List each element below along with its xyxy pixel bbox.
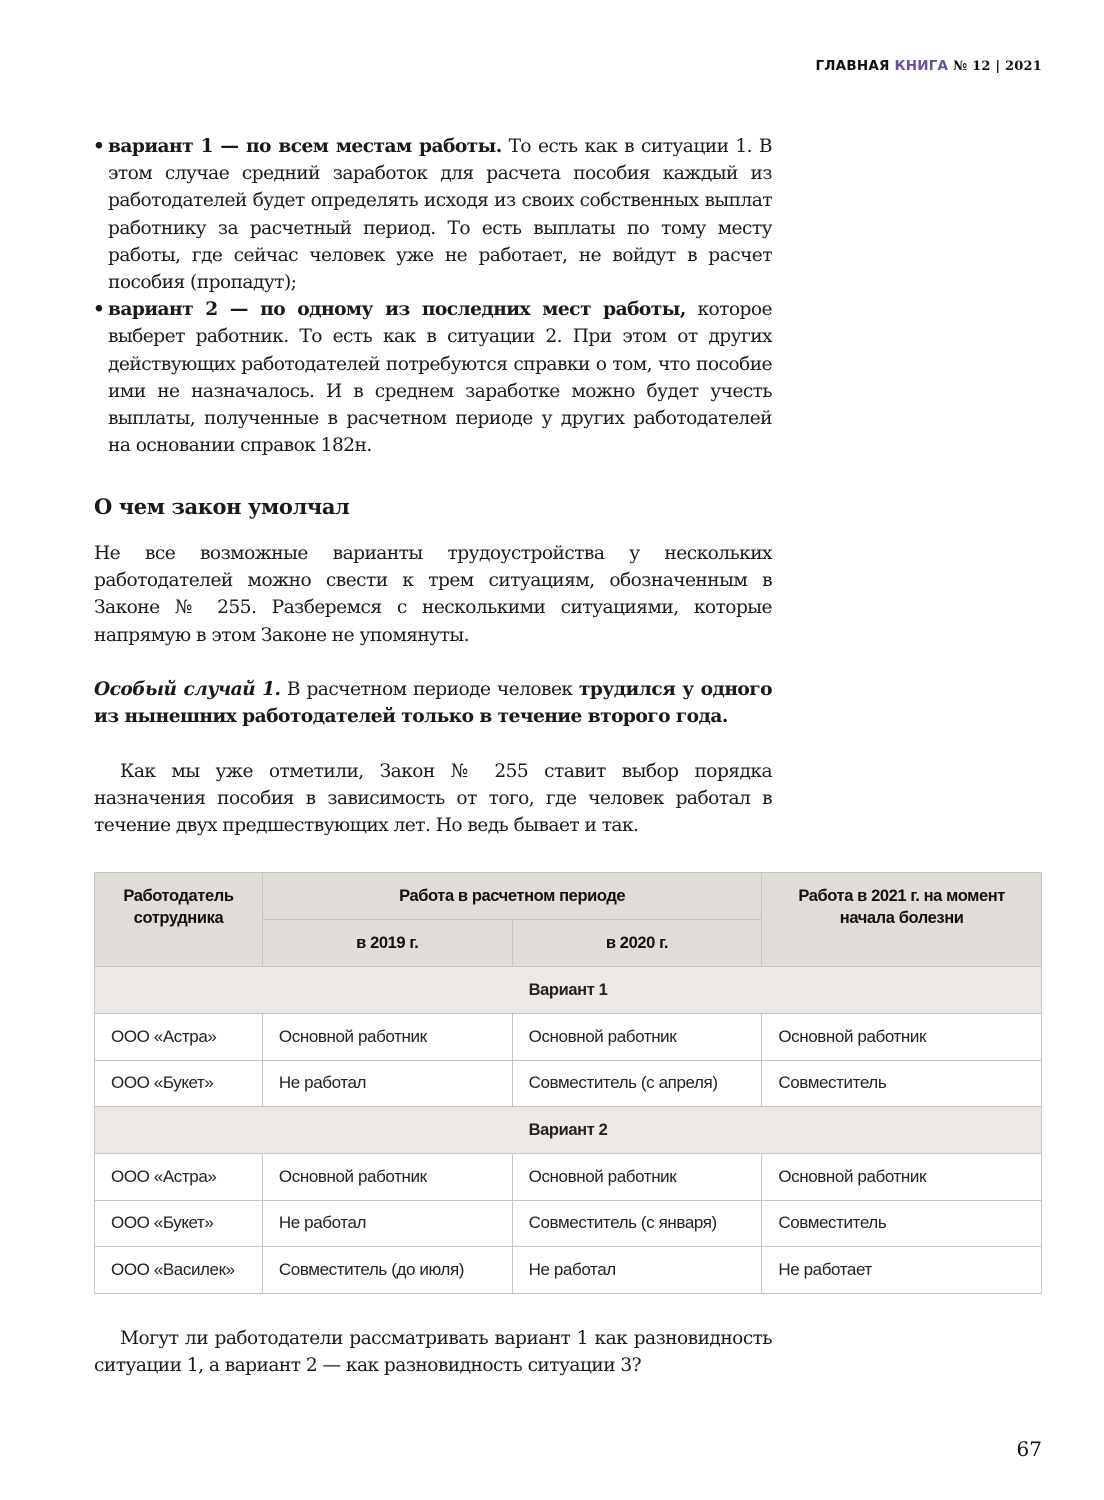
employment-table	[94, 872, 1042, 1294]
group-label: Вариант 1	[95, 967, 1042, 1014]
brand-name-accent: КНИГА	[894, 58, 949, 74]
header-current: Работа в 2021 г. на момент начала болезни	[762, 873, 1042, 967]
cell-2019: Совместитель (до июля)	[262, 1247, 512, 1294]
cell-employer: ООО «Астра»	[95, 1154, 263, 1201]
special-case-label: Особый случай 1.	[94, 679, 281, 700]
cell-2019: Не работал	[262, 1060, 512, 1107]
bullet-text: То есть как в ситуации 1. В этом случае средний заработок для расчета пособия каждый из работодателей будет определять исходя из своих собственных выплат работнику за расчетный период. То есть выплаты по тому месту работы, где сейчас человек уже не работает, не войдут в расчет пособия (пропадут);	[108, 136, 772, 294]
cell-2021: Не работает	[762, 1247, 1042, 1294]
header-year-2020: в 2020 г.	[512, 920, 762, 967]
running-head	[815, 58, 1042, 74]
cell-2021: Совместитель	[762, 1060, 1042, 1107]
table-row	[95, 1060, 1042, 1107]
cell-2020: Не работал	[512, 1247, 762, 1294]
intro-paragraph: Не все возможные варианты трудоустройства у нескольких работодателей можно свести к трем ситуациям, обозначенным в Законе № 255. Разберемся с несколькими ситуациями, которые напрямую в этом Законе не упомянуты.	[94, 543, 772, 646]
cell-2020: Основной работник	[512, 1014, 762, 1061]
cell-employer: ООО «Астра»	[95, 1014, 263, 1061]
group-label: Вариант 2	[95, 1107, 1042, 1154]
group-row	[95, 967, 1042, 1014]
cell-2021: Основной работник	[762, 1014, 1042, 1061]
table-header-row	[95, 873, 1042, 920]
header-employer: Работодатель сотрудника	[95, 873, 263, 967]
cell-2019: Не работал	[262, 1200, 512, 1247]
table-row	[95, 1247, 1042, 1294]
cell-2020: Совместитель (с января)	[512, 1200, 762, 1247]
table-row	[95, 1200, 1042, 1247]
body-paragraph: Как мы уже отметили, Закон № 255 ставит выбор порядка назначения пособия в зависимость от того, где человек работал в течение двух предшествующих лет. Но ведь бывает и так.	[94, 761, 772, 837]
cell-employer: ООО «Букет»	[95, 1200, 263, 1247]
group-row	[95, 1107, 1042, 1154]
list-item	[94, 296, 772, 459]
cell-2019: Основной работник	[262, 1154, 512, 1201]
bullet-lead: вариант 2 — по одному из последних мест работы,	[108, 299, 686, 321]
cell-2019: Основной работник	[262, 1014, 512, 1061]
header-period: Работа в расчетном периоде	[262, 873, 761, 920]
bullet-text: которое выберет работник. То есть как в ситуации 2. При этом от других действующих работодателей потребуются справки о том, что пособие ими не назначалось. И в среднем заработке можно будет учесть выплаты, полученные в расчетном периоде у других работодателей на основании справок 182н.	[108, 299, 772, 457]
cell-employer: ООО «Василек»	[95, 1247, 263, 1294]
issue-number: № 12 | 2021	[953, 59, 1042, 74]
special-case-text: В расчетном периоде человек	[280, 679, 579, 700]
header-year-2019: в 2019 г.	[262, 920, 512, 967]
cell-2020: Совместитель (с апреля)	[512, 1060, 762, 1107]
bullet-lead: вариант 1 — по всем местам работы.	[108, 136, 502, 157]
closing-paragraph: Могут ли работодатели рассматривать вариант 1 как разновидность ситуации 1, а вариант 2 — как разновидность ситуации 3?	[94, 1328, 772, 1377]
cell-employer: ООО «Букет»	[95, 1060, 263, 1107]
brand-name: ГЛАВНАЯ	[815, 58, 890, 74]
section-heading: О чем закон умолчал	[94, 494, 350, 519]
table-row	[95, 1154, 1042, 1201]
cell-2021: Совместитель	[762, 1200, 1042, 1247]
page-number: 67	[1016, 1437, 1042, 1461]
cell-2020: Основной работник	[512, 1154, 762, 1201]
table-row	[95, 1014, 1042, 1061]
variant-list	[94, 133, 772, 459]
list-item	[94, 133, 772, 296]
cell-2021: Основной работник	[762, 1154, 1042, 1201]
special-case-paragraph	[94, 676, 772, 730]
special-case-emphasis: трудился у одного из нынешних работодателей только в течение второго года.	[94, 679, 772, 728]
